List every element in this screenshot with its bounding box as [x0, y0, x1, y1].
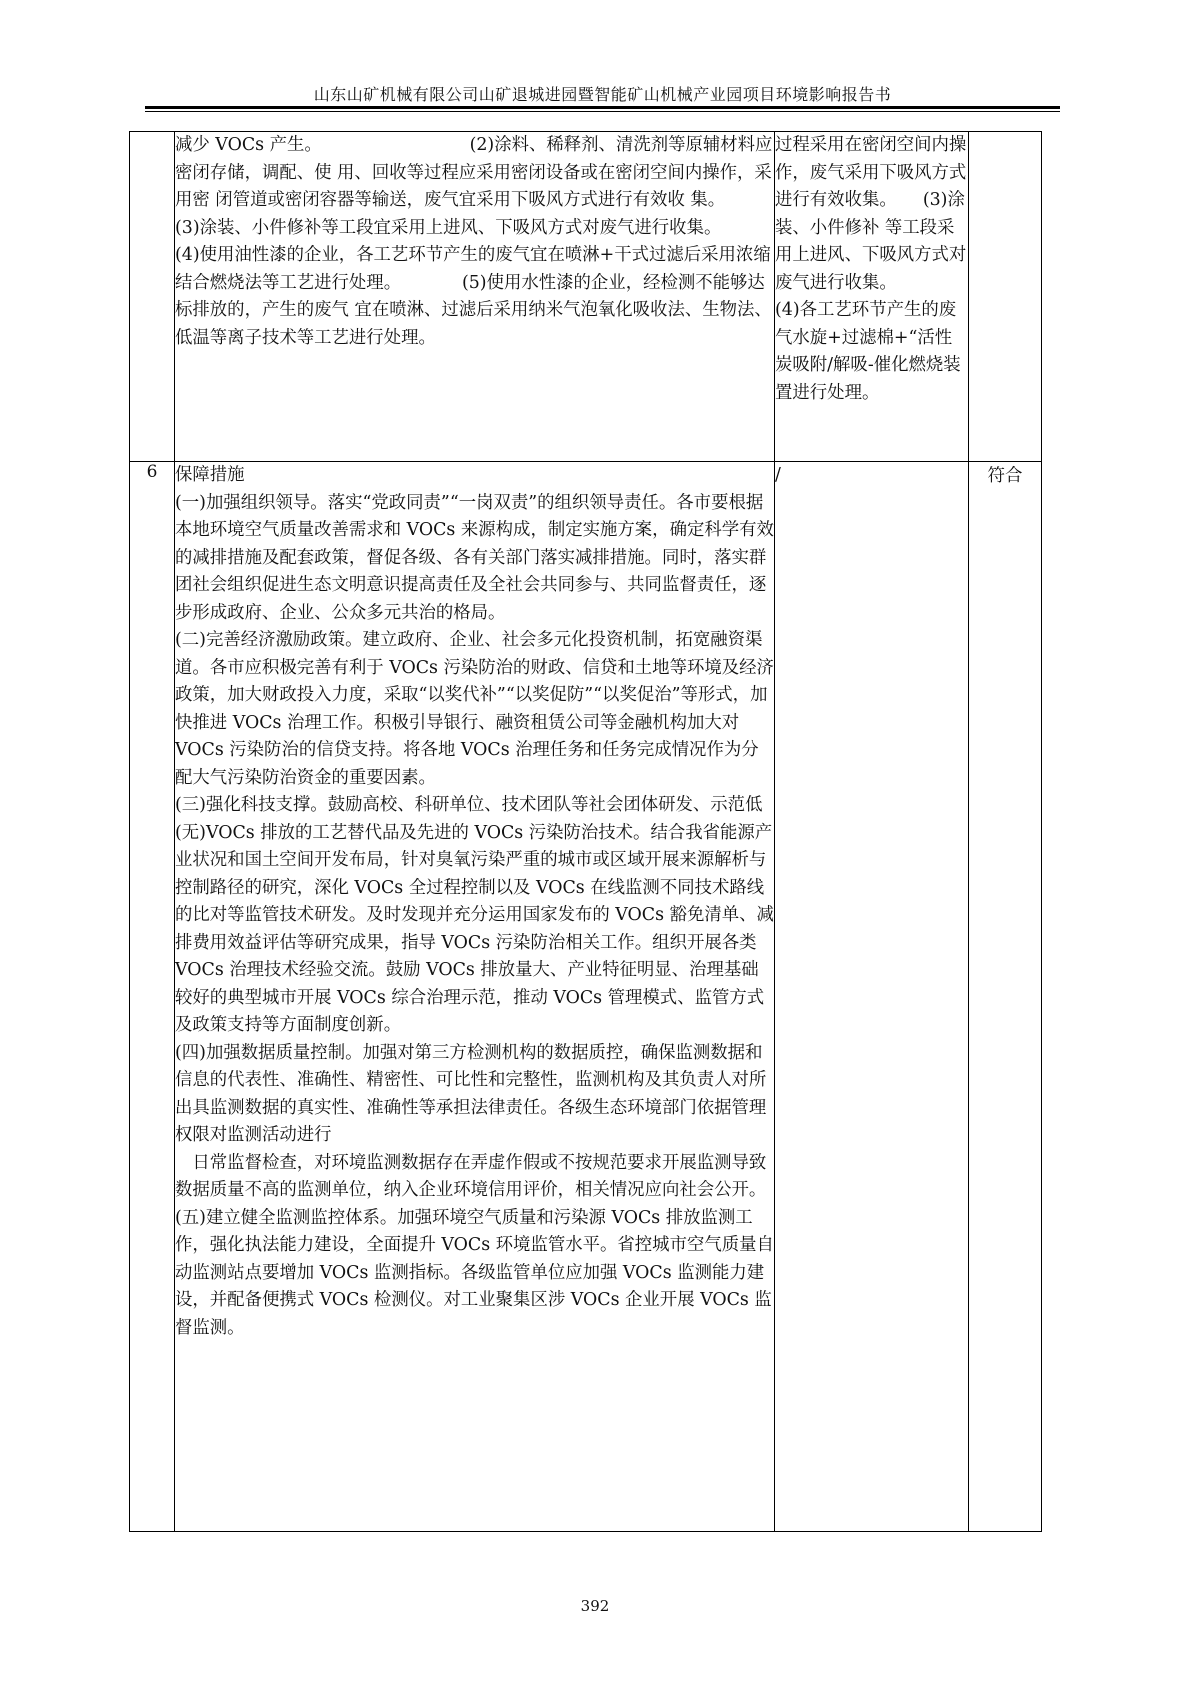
- table-row: [130, 132, 1042, 462]
- document-header-title: 山东山矿机械有限公司山矿退城进园暨智能矿山机械产业园项目环境影响报告书: [313, 85, 892, 104]
- result-cell: 符合: [969, 462, 1042, 1532]
- row-number-cell: [130, 132, 175, 462]
- project-paragraph: /: [775, 465, 781, 485]
- compliance-table: [129, 131, 1042, 1532]
- requirement-cell: [175, 462, 775, 1532]
- result-cell: [969, 132, 1042, 462]
- header-rule-thick: [145, 106, 1060, 109]
- requirement-paragraph: (4)使用油性漆的企业，各工艺环节产生的废气宜在喷淋+干式过滤后采用浓缩结合燃烧法等工艺进行处理。 (5)使用水性漆的企业，经检测不能够达标排放的，产生的废气 宜在喷淋、过滤后采用纳米气泡氧化吸收法、生物法、低温等离子技术等工艺进行处理。: [175, 245, 772, 348]
- page-number: 392: [580, 1597, 610, 1615]
- table-row: [130, 462, 1042, 1532]
- requirement-paragraph: (一)加强组织领导。落实“党政同责”“一岗双责”的组织领导责任。各市要根据本地环境空气质量改善需求和 VOCs 来源构成，制定实施方案，确定科学有效的减排措施及配套政策，督促各级、各有关部门落实减排措施。同时，落实群团社会组织促进生态文明意识提高责任及全社会共同参与、共同监督责任，逐步形成政府、企业、公众多元共治的格局。: [175, 492, 774, 623]
- requirement-paragraph: (四)加强数据质量控制。加强对第三方检测机构的数据质控，确保监测数据和信息的代表性、准确性、精密性、可比性和完整性，监测机构及其负责人对所出具监测数据的真实性、准确性等承担法律责任。各级生态环境部门依据管理权限对监测活动进行: [175, 1042, 767, 1145]
- requirement-paragraph: 日常监督检查，对环境监测数据存在弄虚作假或不按规范要求开展监测导致数据质量不高的监测单位，纳入企业环境信用评价，相关情况应向社会公开。: [175, 1152, 767, 1200]
- row-number-cell: 6: [130, 462, 175, 1532]
- requirement-paragraph: (二)完善经济激励政策。建立政府、企业、社会多元化投资机制，拓宽融资渠道。各市应积极完善有利于 VOCs 污染防治的财政、信贷和土地等环境及经济政策，加大财政投入力度，采取“以奖代补”“以奖促防”“以奖促治”等形式，加快推进 VOCs 治理工作。积极引导银行、融资租赁公司等金融机构加大对 VOCs 污染防治的信贷支持。将各地 VOCs 治理任务和任务完成情况作为分配大气污染防治资金的重要因素。: [175, 630, 774, 788]
- project-paragraph: 过程采用在密闭空间内操作，废气采用下吸风方式进行有效收集。 (3)涂装、小件修补 等工段采用上进风、下吸风方式对废气进行收集。: [775, 135, 967, 293]
- requirement-paragraph: (三)强化科技支撑。鼓励高校、科研单位、技术团队等社会团体研发、示范低(无)VOCs 排放的工艺替代品及先进的 VOCs 污染防治技术。结合我省能源产业状况和国土空间开发布局，针对臭氧污染严重的城市或区域开展来源解析与控制路径的研究，深化 VOCs 全过程控制以及 VOCs 在线监测不同技术路线的比对等监管技术研发。及时发现并充分运用国家发布的 VOCs 豁免清单、减排费用效益评估等研究成果，指导 VOCs 污染防治相关工作。组织开展各类 VOCs 治理技术经验交流。鼓励 VOCs 排放量大、产业特征明显、治理基础较好的典型城市开展 VOCs 综合治理示范，推动 VOCs 管理模式、监管方式及政策支持等方面制度创新。: [175, 795, 774, 1035]
- header-rule-thin: [145, 111, 1060, 112]
- project-cell: [775, 462, 969, 1532]
- requirement-heading: 保障措施: [175, 465, 245, 485]
- requirement-paragraph: (3)涂装、小件修补等工段宜采用上进风、下吸风方式对废气进行收集。: [175, 217, 722, 238]
- project-cell: [775, 132, 969, 462]
- project-paragraph: (4)各工艺环节产生的废气水旋+过滤棉+“活性炭吸附/解吸-催化燃烧装置进行处理。: [775, 300, 961, 403]
- requirement-cell: [175, 132, 775, 462]
- requirement-paragraph: 减少 VOCs 产生。 (2)涂料、稀释剂、清洗剂等原辅材料应密闭存储，调配、使 用、回收等过程应采用密闭设备或在密闭空间内操作，采用密 闭管道或密闭容器等输送，废气宜采用下吸风方式进行有效收 集。: [175, 135, 773, 210]
- requirement-paragraph: (五)建立健全监测监控体系。加强环境空气质量和污染源 VOCs 排放监测工作，强化执法能力建设，全面提升 VOCs 环境监管水平。省控城市空气质量自动监测站点要增加 VOCs 监测指标。各级监管单位应加强 VOCs 监测能力建设，并配备便携式 VOCs 检测仪。对工业聚集区涉 VOCs 企业开展 VOCs 监督监测。: [175, 1207, 774, 1338]
